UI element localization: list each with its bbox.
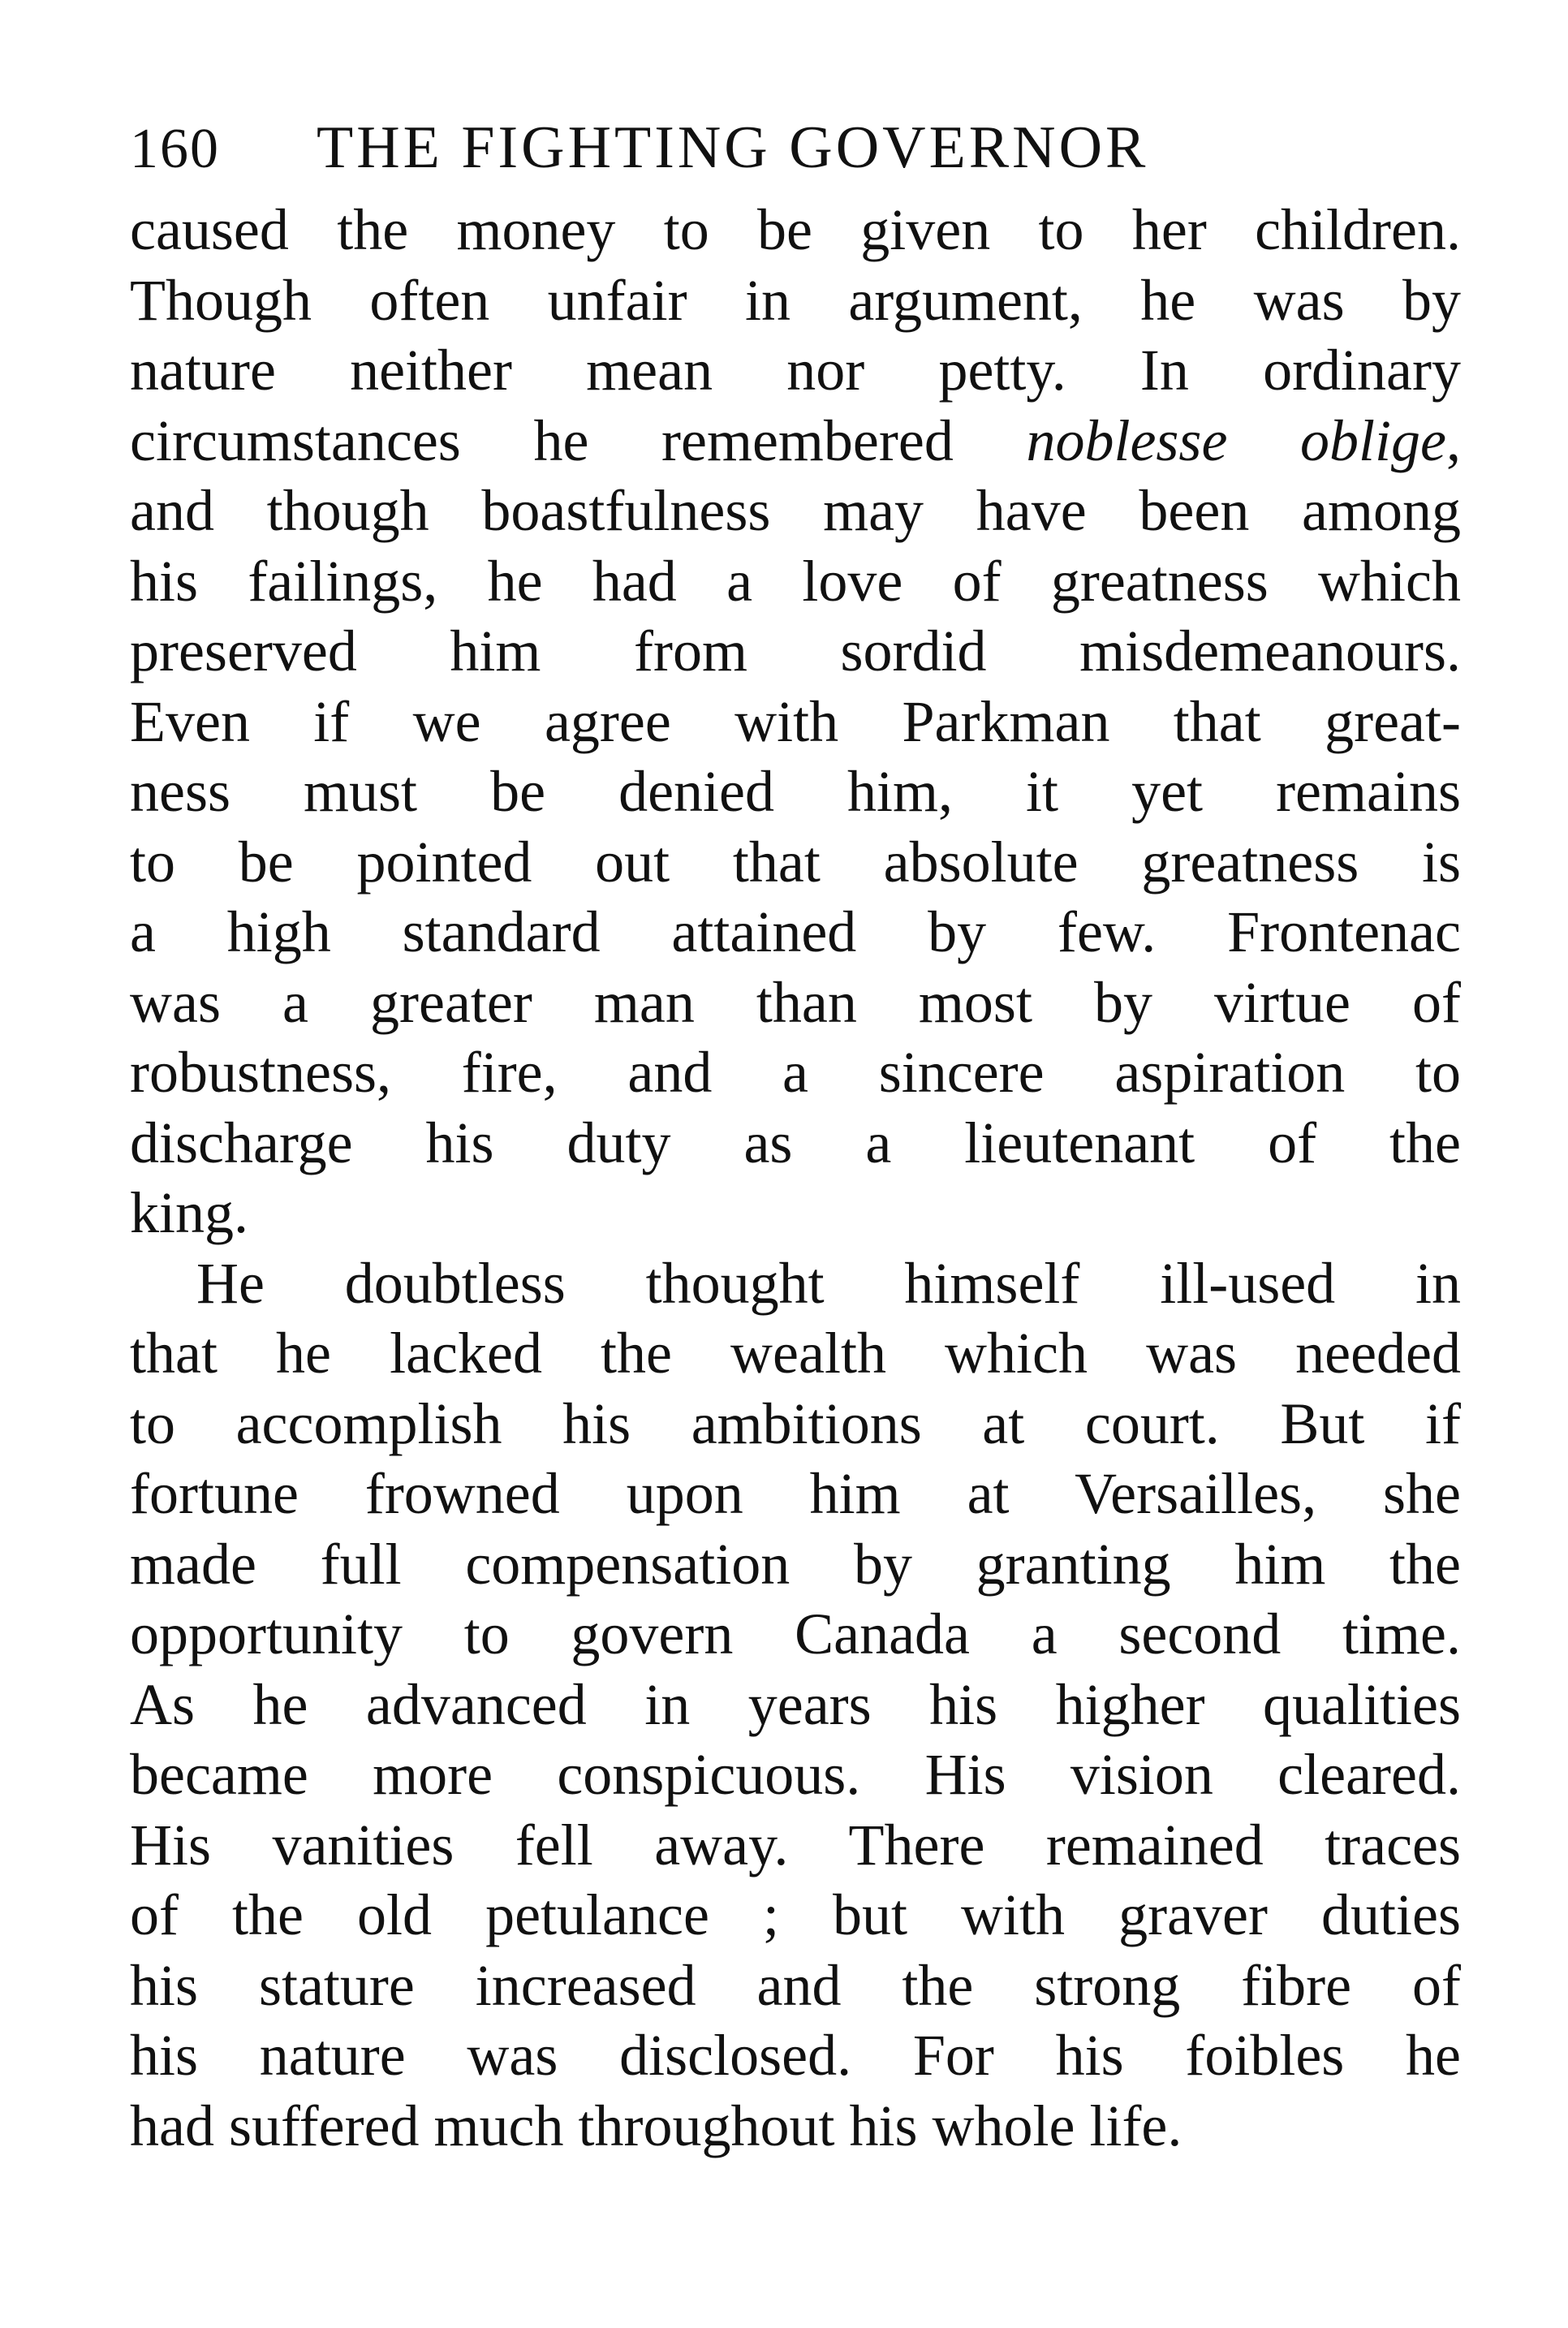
book-page (130, 114, 1461, 2161)
text-line: opportunity to govern Canada a second time. (130, 1602, 1461, 1666)
text-line: ness must be denied him, it yet remains (130, 759, 1461, 824)
text-line: became more conspicuous. His vision cleared. (130, 1742, 1461, 1807)
page-number: 160 (130, 118, 220, 180)
running-title: THE FIGHTING GOVERNOR (317, 114, 1149, 181)
text-line: his failings, he had a love of greatness which (130, 548, 1461, 614)
text-line: to accomplish his ambitions at court. But if (130, 1390, 1461, 1456)
paragraph-1 (130, 195, 1461, 1248)
text-line: circumstances he remembered noblesse oblige, (130, 407, 1462, 473)
text-line: nature neither mean nor petty. In ordinary (130, 338, 1461, 403)
italic-phrase: noblesse oblige (1026, 407, 1447, 473)
text-line: of the old petulance ; but with graver duties (130, 1882, 1461, 1947)
text-line: a high standard attained by few. Frontenac (130, 899, 1461, 964)
text-line: He doubtless thought himself ill-used in (196, 1250, 1461, 1316)
text-line: fortune frowned upon him at Versailles, she (130, 1461, 1461, 1526)
paragraph-2 (130, 1248, 1461, 2162)
text-line: his stature increased and the strong fibre of (130, 1952, 1461, 2018)
text-line: robustness, fire, and a sincere aspiration to (130, 1040, 1461, 1105)
text-line: His vanities fell away. There remained traces (130, 1812, 1461, 1877)
text-line: As he advanced in years his higher qualities (130, 1671, 1461, 1737)
text-line: discharge his duty as a lieutenant of the (130, 1110, 1461, 1175)
body-text (130, 195, 1461, 2161)
text-line: king. (130, 1180, 249, 1245)
text-line: was a greater man than most by virtue of (130, 969, 1461, 1035)
text-line: that he lacked the wealth which was needed (130, 1321, 1461, 1386)
text-line: Even if we agree with Parkman that great- (130, 688, 1461, 754)
text-line: caused the money to be given to her children. (130, 197, 1461, 262)
text-line: to be pointed out that absolute greatness is (130, 829, 1461, 895)
text-line: Though often unfair in argument, he was by (130, 267, 1461, 333)
text-line: had suffered much throughout his whole life. (130, 2093, 1182, 2158)
text-line: preserved him from sordid misdemeanours. (130, 619, 1461, 683)
text-line: his nature was disclosed. For his foibles he (130, 2023, 1461, 2088)
text-line: and though boastfulness may have been among (130, 478, 1461, 543)
running-head (130, 114, 1461, 187)
text-line: made full compensation by granting him the (130, 1531, 1461, 1597)
